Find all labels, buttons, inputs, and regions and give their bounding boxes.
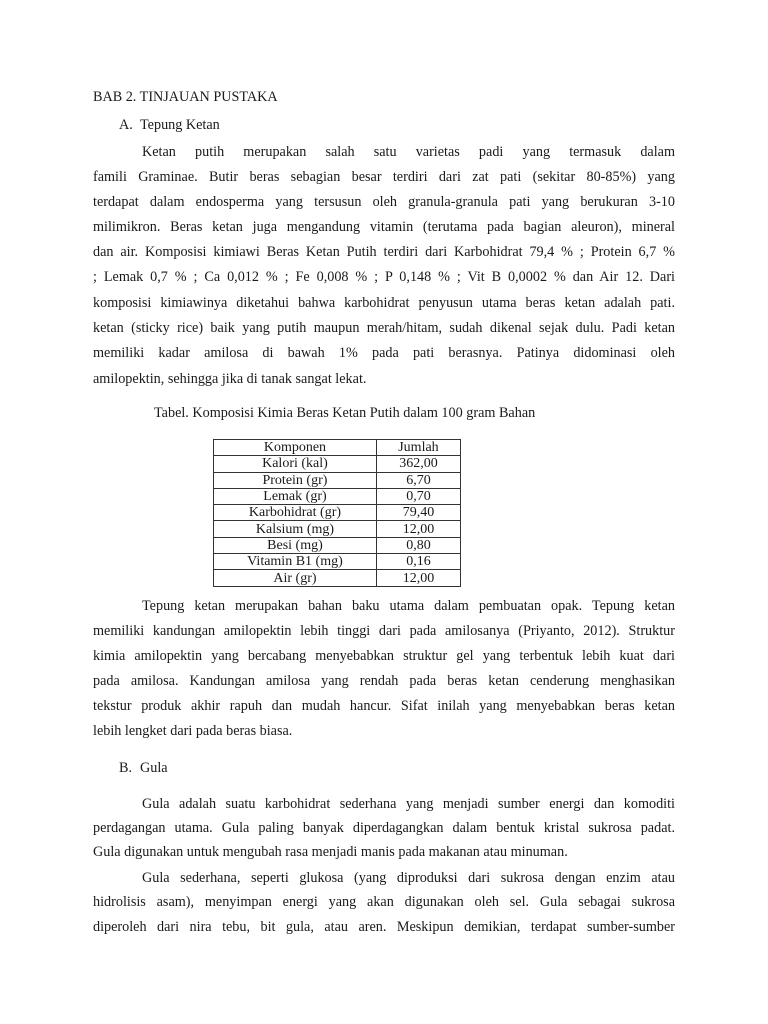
table-cell: Vitamin B1 (mg) <box>214 554 377 570</box>
para1-line: dan air. Komposisi kimiawi Beras Ketan Putih terdiri dari Karbohidrat 79,4 % ; Protein 6,7 % <box>93 244 675 260</box>
para2-line: tekstur produk akhir rapuh dan mudah hancur. Sifat inilah yang menyebabkan beras ketan <box>93 698 675 714</box>
table-cell: 0,80 <box>376 537 460 553</box>
table-header-cell: Komponen <box>214 440 377 456</box>
table-cell: Karbohidrat (gr) <box>214 505 377 521</box>
para1-line: Ketan putih merupakan salah satu varietas padi yang termasuk dalam <box>142 144 675 160</box>
table-header-row <box>214 440 461 456</box>
composition-table <box>213 439 461 587</box>
table-cell: 0,70 <box>376 488 460 504</box>
table-cell: 12,00 <box>376 570 460 586</box>
para1-line: famili Graminae. Butir beras sebagian besar terdiri dari zat pati (sekitar 80-85%) yang <box>93 169 675 185</box>
table-cell: Kalori (kal) <box>214 456 377 472</box>
para2-line: Tepung ketan merupakan bahan baku utama dalam pembuatan opak. Tepung ketan <box>142 598 675 614</box>
para2-line: lebih lengket dari pada beras biasa. <box>93 723 293 739</box>
table-row <box>214 570 461 586</box>
section-a-number: A. <box>119 117 133 133</box>
table-cell: 6,70 <box>376 472 460 488</box>
table-caption: Tabel. Komposisi Kimia Beras Ketan Putih dalam 100 gram Bahan <box>154 405 536 421</box>
para1-line: milimikron. Beras ketan juga mengandung vitamin (terutama pada bagian aleuron), mineral <box>93 219 675 235</box>
section-b-heading <box>119 759 168 777</box>
para3-line: Gula digunakan untuk mengubah rasa menjadi manis pada makanan atau minuman. <box>93 844 568 860</box>
para1-line: ketan (sticky rice) baik yang putih maupun merah/hitam, sudah dikenal sejak dulu. Padi ketan <box>93 320 675 336</box>
para3-line: Gula adalah suatu karbohidrat sederhana yang menjadi sumber energi dan komoditi <box>142 796 675 812</box>
table-cell: 0,16 <box>376 554 460 570</box>
para4-line: diperoleh dari nira tebu, bit gula, atau aren. Meskipun demikian, terdapat sumber-sumber <box>93 919 675 935</box>
para2-line: memiliki kandungan amilopektin lebih tinggi dari pada amilosanya (Priyanto, 2012). Struktur <box>93 623 675 639</box>
section-a-heading <box>119 116 220 134</box>
table-header-cell: Jumlah <box>376 440 460 456</box>
table-cell: Air (gr) <box>214 570 377 586</box>
table-cell: 12,00 <box>376 521 460 537</box>
para1-line: terdapat dalam endosperma yang tersusun oleh granula-granula pati yang berukuran 3-10 <box>93 194 675 210</box>
table-row <box>214 488 461 504</box>
table-cell: Lemak (gr) <box>214 488 377 504</box>
table-row <box>214 521 461 537</box>
table-row <box>214 456 461 472</box>
para1-line: ; Lemak 0,7 % ; Ca 0,012 % ; Fe 0,008 % ; P 0,148 % ; Vit B 0,0002 % dan Air 12. Dari <box>93 269 675 285</box>
section-b-number: B. <box>119 760 133 776</box>
table-row <box>214 554 461 570</box>
table-cell: Kalsium (mg) <box>214 521 377 537</box>
para4-line: Gula sederhana, seperti glukosa (yang diproduksi dari sukrosa dengan enzim atau <box>142 870 675 886</box>
para1-line: amilopektin, sehingga jika di tanak sangat lekat. <box>93 371 367 387</box>
para2-line: pada amilosa. Kandungan amilosa yang rendah pada beras ketan cenderung menghasikan <box>93 673 675 689</box>
section-b-title: Gula <box>140 760 168 776</box>
table-cell: Protein (gr) <box>214 472 377 488</box>
para4-line: hidrolisis asam), menyimpan energi yang akan digunakan oleh sel. Gula sebagai sukrosa <box>93 894 675 910</box>
para1-line: memiliki kadar amilosa di bawah 1% pada pati berasnya. Patinya didominasi oleh <box>93 345 675 361</box>
section-a-title: Tepung Ketan <box>140 117 220 133</box>
para3-line: perdagangan utama. Gula paling banyak diperdagangkan dalam bentuk kristal sukrosa padat. <box>93 820 675 836</box>
table-cell: 79,40 <box>376 505 460 521</box>
table-cell: 362,00 <box>376 456 460 472</box>
table-row <box>214 472 461 488</box>
table-row <box>214 537 461 553</box>
para1-line: komposisi kimiawinya diketahui bahwa karbohidrat penyusun utama beras ketan adalah pati. <box>93 295 675 311</box>
table-cell: Besi (mg) <box>214 537 377 553</box>
chapter-title: BAB 2. TINJAUAN PUSTAKA <box>93 89 278 105</box>
para2-line: kimia amilopektin yang bercabang menyebabkan struktur gel yang terbentuk lebih kuat dari <box>93 648 675 664</box>
table-row <box>214 505 461 521</box>
